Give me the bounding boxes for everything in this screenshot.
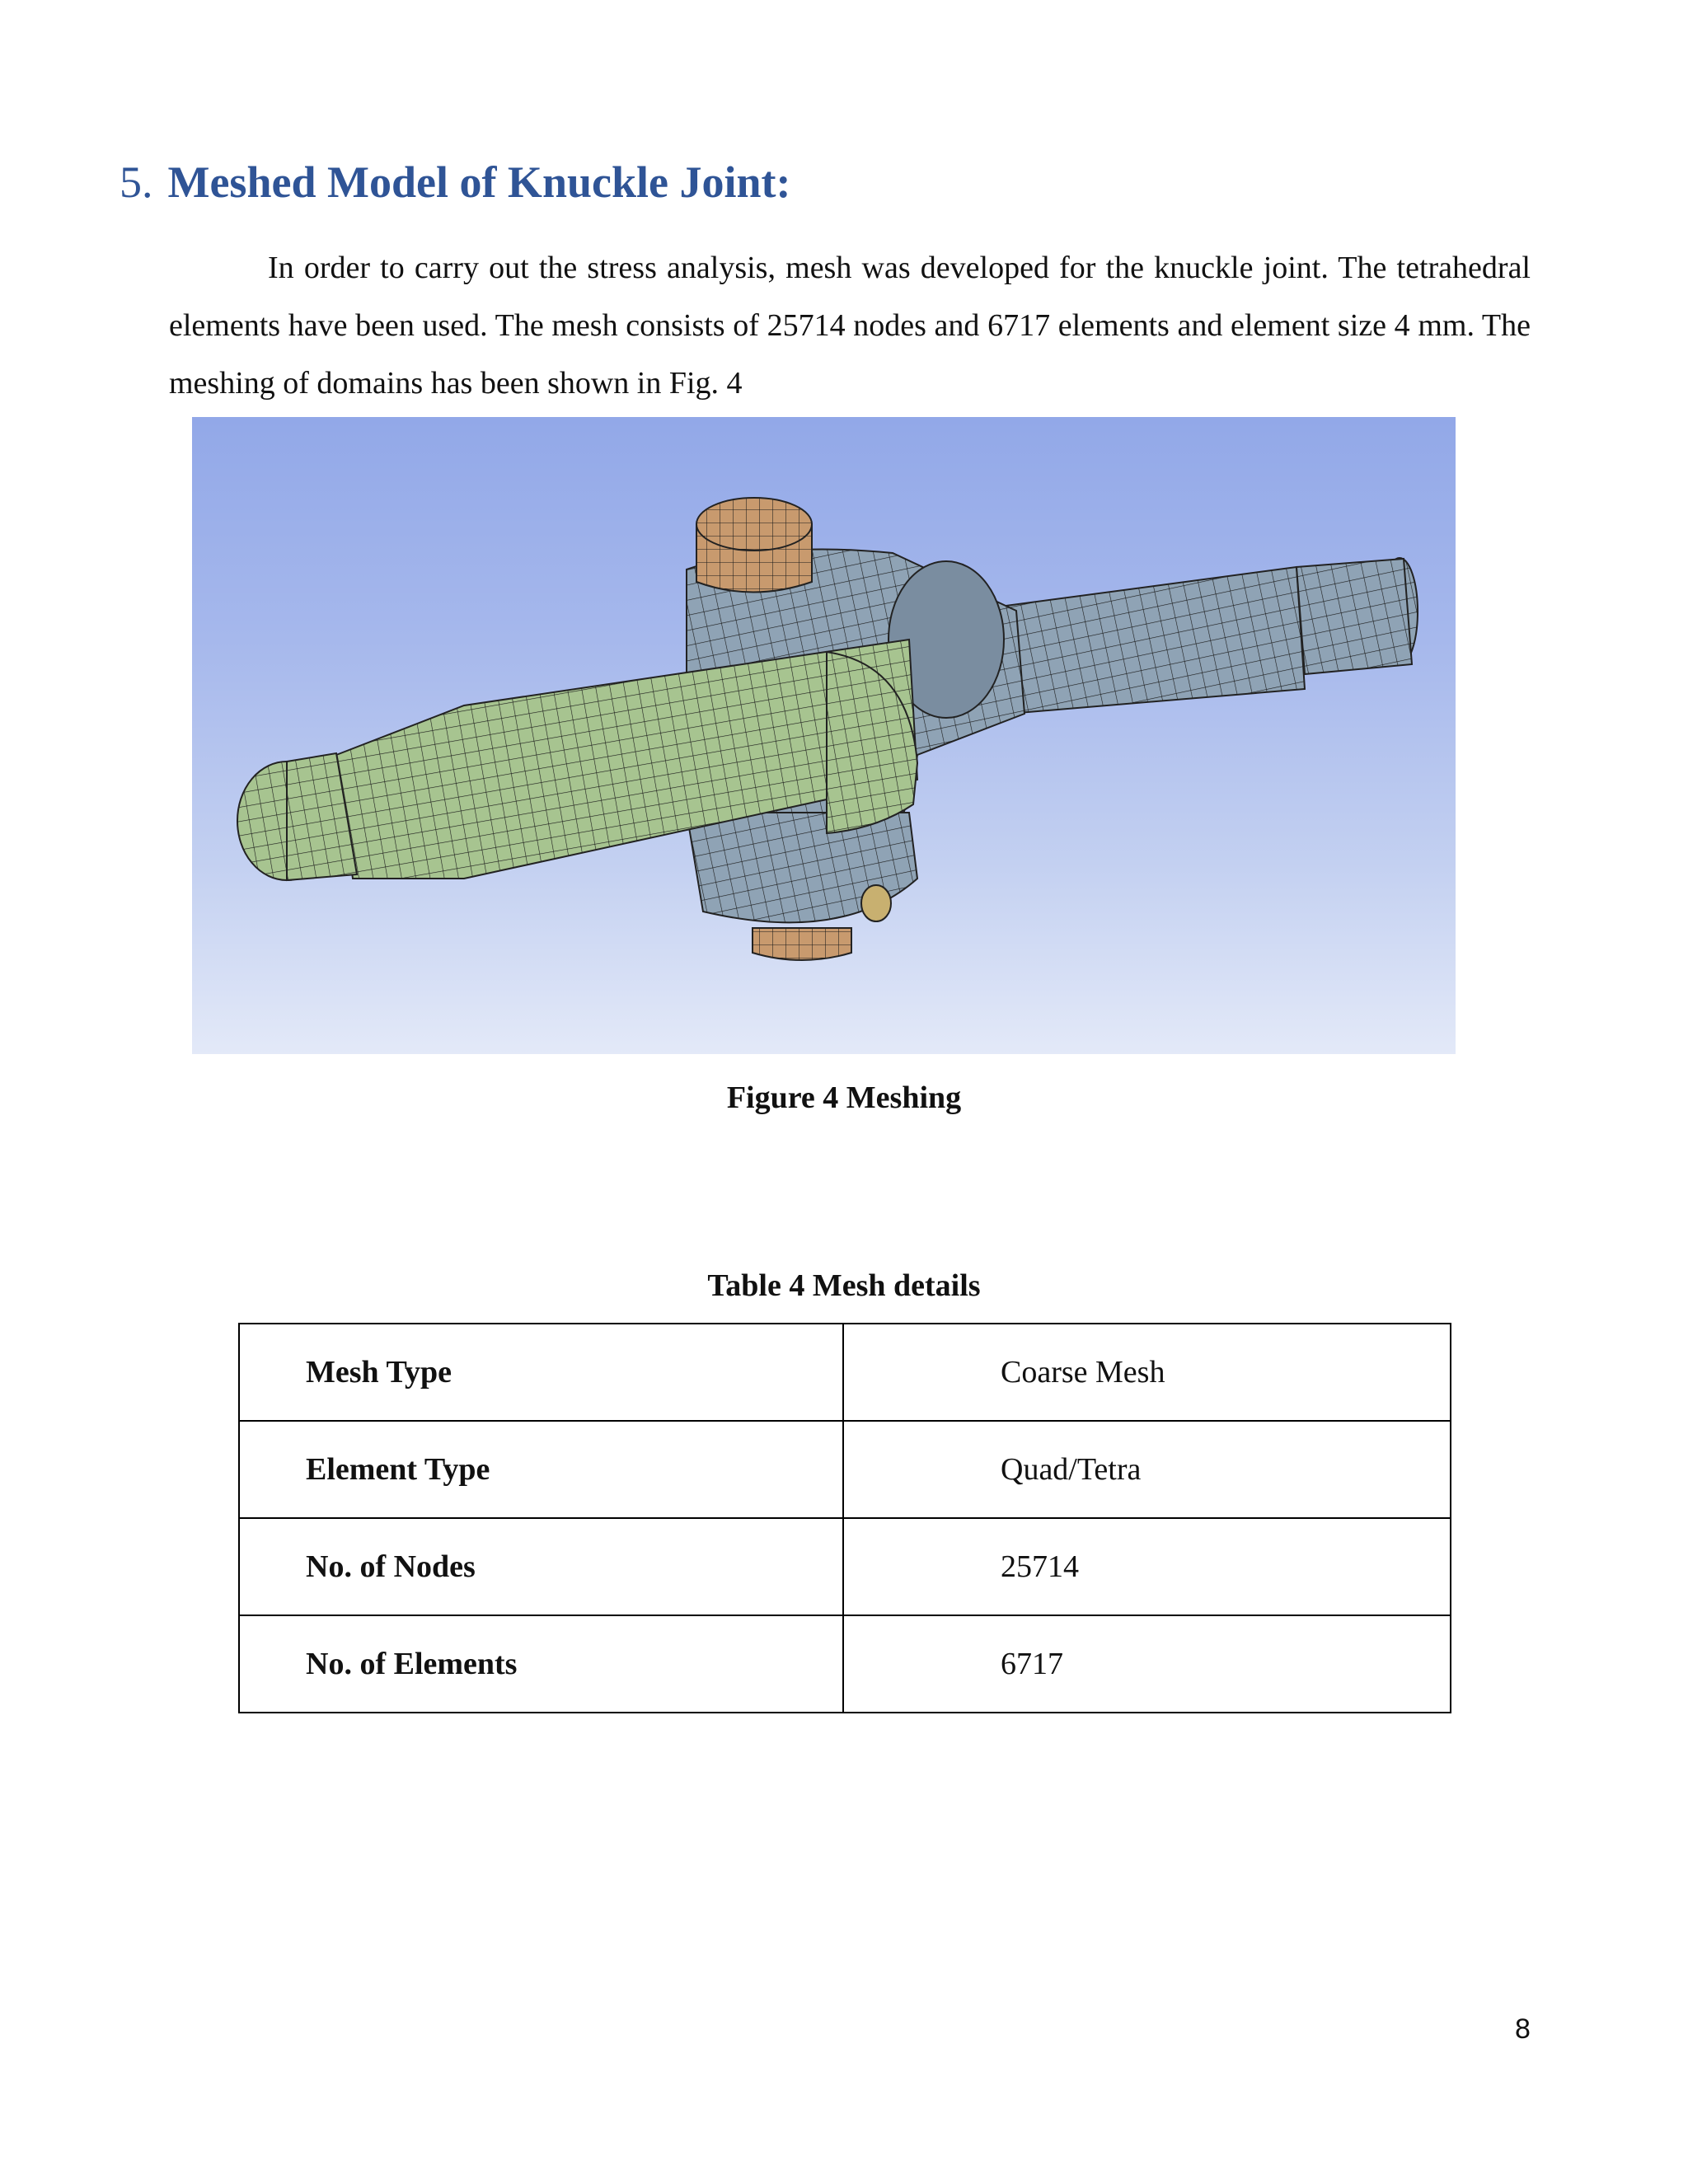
table-cell-value: 6717 [843, 1615, 1451, 1713]
section-heading [120, 157, 790, 208]
table-cell-label: No. of Nodes [239, 1518, 843, 1615]
table-cell-value: Quad/Tetra [843, 1421, 1451, 1518]
mesh-figure [192, 417, 1456, 1054]
mesh-details-table [238, 1323, 1451, 1713]
section-number: 5. [120, 157, 153, 207]
body-paragraph: In order to carry out the stress analysis, mesh was developed for the knuckle joint. The tetrahedral elements have been used. The mesh consists of 25714 nodes and 6717 elements and element size 4 mm. The meshing of domains has been shown in Fig. 4 [169, 251, 1531, 401]
table-row [239, 1518, 1451, 1615]
page-number: 8 [1515, 2013, 1531, 2045]
table-row [239, 1421, 1451, 1518]
table-cell-label: Mesh Type [239, 1324, 843, 1421]
figure-caption: Figure 4 Meshing [726, 1080, 962, 1115]
table-cell-label: Element Type [239, 1421, 843, 1518]
table-caption: Table 4 Mesh details [707, 1268, 981, 1303]
table-cell-value: 25714 [843, 1518, 1451, 1615]
section-title: Meshed Model of Knuckle Joint: [167, 157, 791, 207]
table-cell-value: Coarse Mesh [843, 1324, 1451, 1421]
table-row [239, 1324, 1451, 1421]
knuckle-joint-mesh-image [192, 417, 1456, 1054]
table-row [239, 1615, 1451, 1713]
table-cell-label: No. of Elements [239, 1615, 843, 1713]
